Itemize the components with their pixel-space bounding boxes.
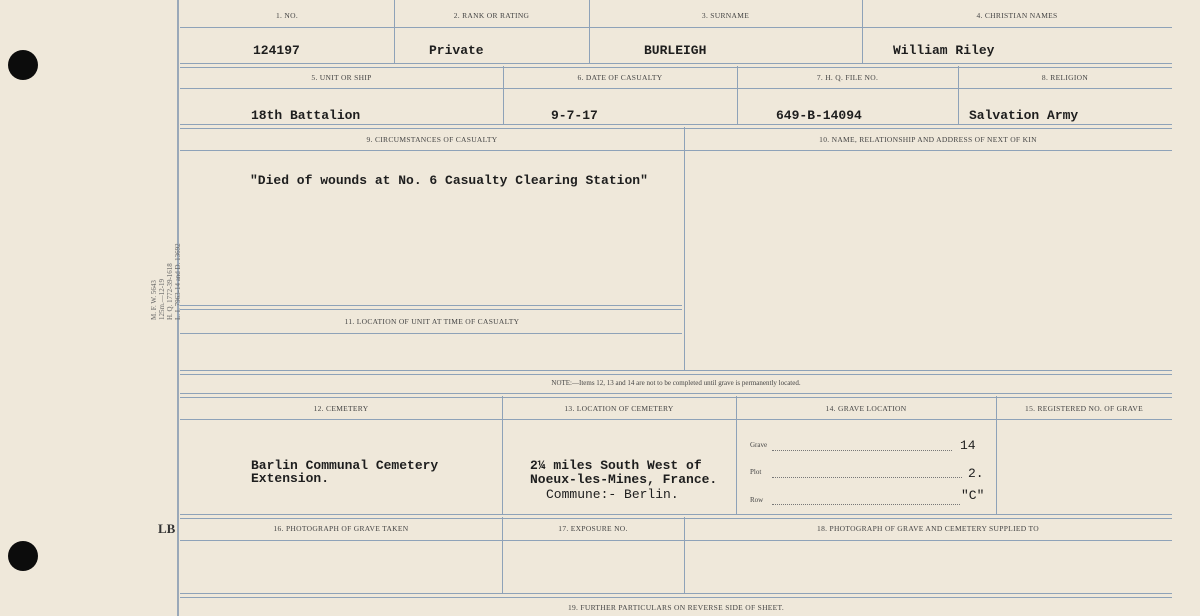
- date-value: 9-7-17: [551, 108, 598, 123]
- form-ref-line: M. F. W. 5643: [150, 280, 158, 320]
- grave-number: 14: [960, 438, 976, 453]
- rule: [180, 124, 1172, 129]
- plot-dotline: [772, 477, 962, 478]
- divider: [684, 127, 685, 370]
- punch-hole-top: [8, 50, 38, 80]
- grave-dotline: [772, 450, 952, 451]
- registered-number-label: 15. REGISTERED NO. OF GRAVE: [1025, 404, 1143, 413]
- row-value: "C": [961, 488, 985, 503]
- unit-location-label: 11. LOCATION OF UNIT AT TIME OF CASUALTY: [344, 317, 520, 326]
- commune: Commune:- Berlin.: [546, 487, 679, 502]
- rule: [180, 419, 1172, 420]
- christian-names-value: William Riley: [893, 43, 995, 58]
- service-number: 124197: [253, 43, 300, 58]
- divider: [502, 396, 503, 514]
- rule: [180, 27, 1172, 28]
- grave-caption: Grave: [750, 441, 768, 449]
- religion-value: Salvation Army: [969, 108, 1079, 123]
- no-label: 1. NO.: [275, 11, 298, 20]
- grave-location-label: 14. GRAVE LOCATION: [825, 404, 907, 413]
- form-reference-text: [150, 243, 182, 320]
- next-of-kin-label: 10. NAME, RELATIONSHIP AND ADDRESS OF NEXT OF KIN: [819, 135, 1037, 144]
- cemetery-label: 12. CEMETERY: [313, 404, 369, 413]
- rule: [180, 393, 1172, 398]
- file-number-label: 7. H. Q. FILE NO.: [816, 73, 879, 82]
- form-ref-line: 125m.—12-19: [158, 278, 166, 320]
- divider: [589, 0, 590, 63]
- cemetery-name: Barlin Communal Cemetery: [251, 458, 439, 473]
- surname-label: 3. SURNAME: [701, 11, 750, 20]
- divider: [996, 396, 997, 514]
- cemetery-location-cont: Noeux-les-Mines, France.: [530, 472, 718, 487]
- rule: [180, 63, 1172, 68]
- rank-value: Private: [429, 43, 484, 58]
- rule: [180, 540, 1172, 541]
- photo-taken-label: 16. PHOTOGRAPH OF GRAVE TAKEN: [273, 524, 409, 533]
- punch-hole-bottom: [8, 541, 38, 571]
- row-dotline: [772, 504, 960, 505]
- completion-note: NOTE:—Items 12, 13 and 14 are not to be completed until grave is permanently located.: [551, 379, 801, 387]
- rule: [180, 333, 682, 334]
- footer-note: 19. FURTHER PARTICULARS ON REVERSE SIDE OF SHEET.: [567, 603, 785, 612]
- rule: [180, 88, 1172, 89]
- form-ref-line: L. I. 7963-14 and D. 13692: [174, 243, 182, 320]
- divider: [736, 396, 737, 514]
- rule: [180, 593, 1172, 598]
- file-number-value: 649-B-14094: [776, 108, 862, 123]
- cemetery-location: 2¼ miles South West of: [530, 458, 702, 473]
- exposure-label: 17. EXPOSURE NO.: [558, 524, 628, 533]
- rule: [180, 150, 1172, 151]
- date-label: 6. DATE OF CASUALTY: [577, 73, 663, 82]
- surname-value: BURLEIGH: [644, 43, 707, 58]
- photo-supplied-label: 18. PHOTOGRAPH OF GRAVE AND CEMETERY SUPPLIED TO: [817, 524, 1039, 533]
- plot-caption: Plot: [750, 468, 762, 476]
- circumstances-value: "Died of wounds at No. 6 Casualty Clearing Station": [250, 173, 648, 188]
- rule: [180, 305, 682, 310]
- margin-mark: LB: [158, 521, 176, 536]
- plot-number: 2.: [968, 466, 984, 481]
- cemetery-name-cont: Extension.: [251, 471, 330, 486]
- circumstances-label: 9. CIRCUMSTANCES OF CASUALTY: [366, 135, 498, 144]
- rank-label: 2. RANK OR RATING: [453, 11, 530, 20]
- christian-names-label: 4. CHRISTIAN NAMES: [976, 11, 1058, 20]
- form-ref-line: H. Q. 1772-39-1618: [166, 263, 174, 320]
- unit-value: 18th Battalion: [251, 108, 361, 123]
- divider: [862, 0, 863, 63]
- rule: [180, 370, 1172, 375]
- row-caption: Row: [750, 496, 764, 504]
- divider: [394, 0, 395, 63]
- rule: [180, 514, 1172, 519]
- religion-label: 8. RELIGION: [1041, 73, 1089, 82]
- cemetery-location-label: 13. LOCATION OF CEMETERY: [564, 404, 674, 413]
- unit-label: 5. UNIT OR SHIP: [311, 73, 372, 82]
